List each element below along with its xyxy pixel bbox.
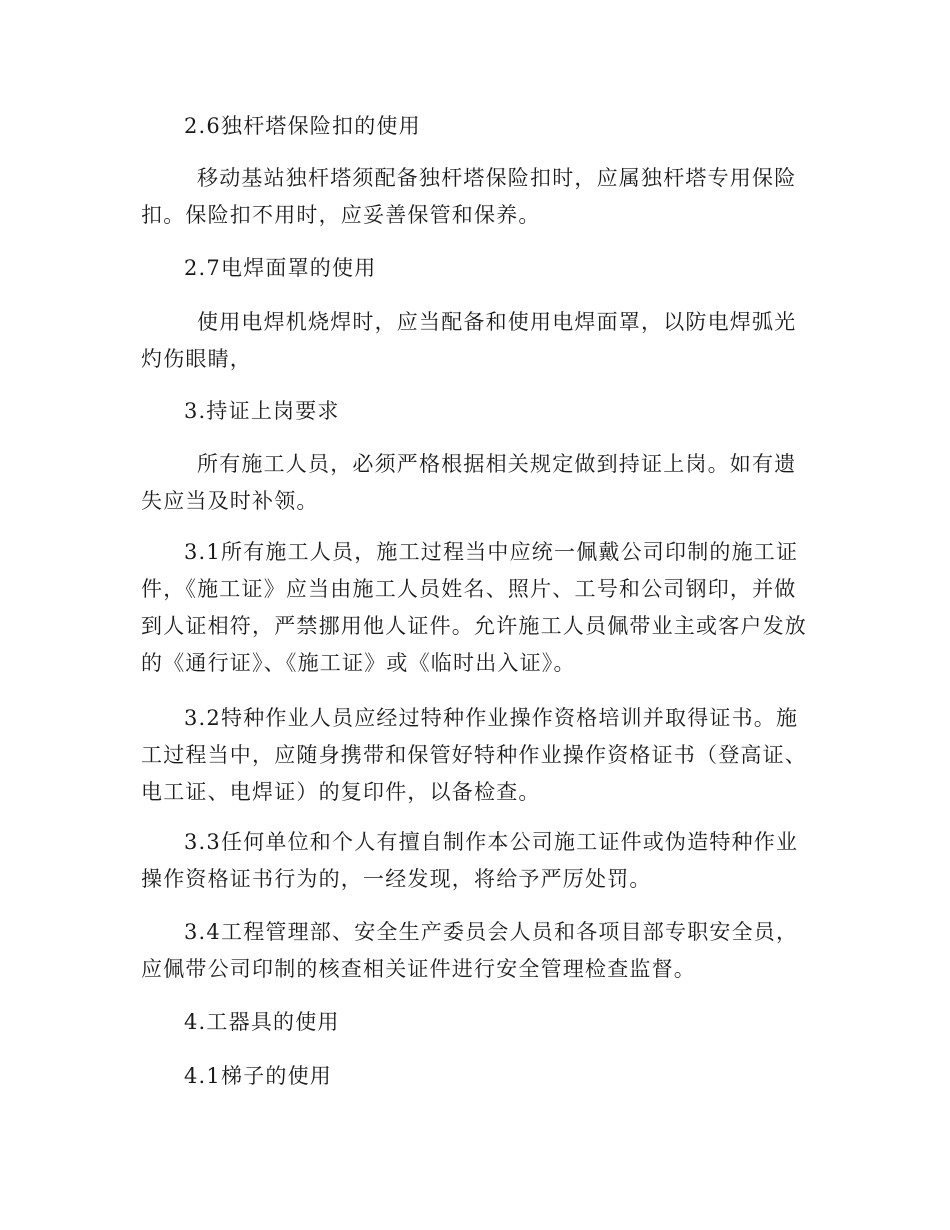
section-heading-2-6: 2.6独杆塔保险扣的使用	[184, 114, 421, 138]
paragraph-2-7-body: 使用电焊机烧焊时，应当配备和使用电焊面罩，以防电焊弧光灼伤眼睛，	[141, 310, 797, 371]
section-heading-2-7: 2.7电焊面罩的使用	[184, 256, 377, 280]
section-heading-4-1: 4.1梯子的使用	[184, 1064, 332, 1088]
paragraph-3-2: 3.2特种作业人员应经过特种作业操作资格培训并取得证书。施工过程当中，应随身携带和保管好特种作业操作资格证书（登高证、电工证、电焊证）的复印件，以备检查。	[141, 706, 807, 804]
section-heading-3: 3.持证上岗要求	[184, 399, 340, 423]
paragraph-3-body: 所有施工人员，必须严格根据相关规定做到持证上岗。如有遗失应当及时补领。	[141, 452, 797, 513]
paragraph-3-4: 3.4工程管理部、安全生产委员会人员和各项目部专职安全员，应佩带公司印制的核查相关证件进行安全管理检查监督。	[141, 920, 799, 981]
paragraph-3-3: 3.3任何单位和个人有擅自制作本公司施工证件或伪造特种作业操作资格证书行为的，一经发现，将给予严厉处罚。	[141, 830, 799, 891]
section-heading-4: 4.工器具的使用	[184, 1010, 340, 1034]
paragraph-3-1: 3.1所有施工人员，施工过程当中应统一佩戴公司印制的施工证件，《施工证》应当由施工人员姓名、照片、工号和公司钢印，并做到人证相符，严禁挪用他人证件。允许施工人员佩带业主或客户发放的《通行证》、《施工证》或《临时出入证》。	[141, 540, 807, 675]
paragraph-2-6-body: 移动基站独杆塔须配备独杆塔保险扣时，应属独杆塔专用保险扣。保险扣不用时，应妥善保管和保养。	[141, 166, 797, 227]
